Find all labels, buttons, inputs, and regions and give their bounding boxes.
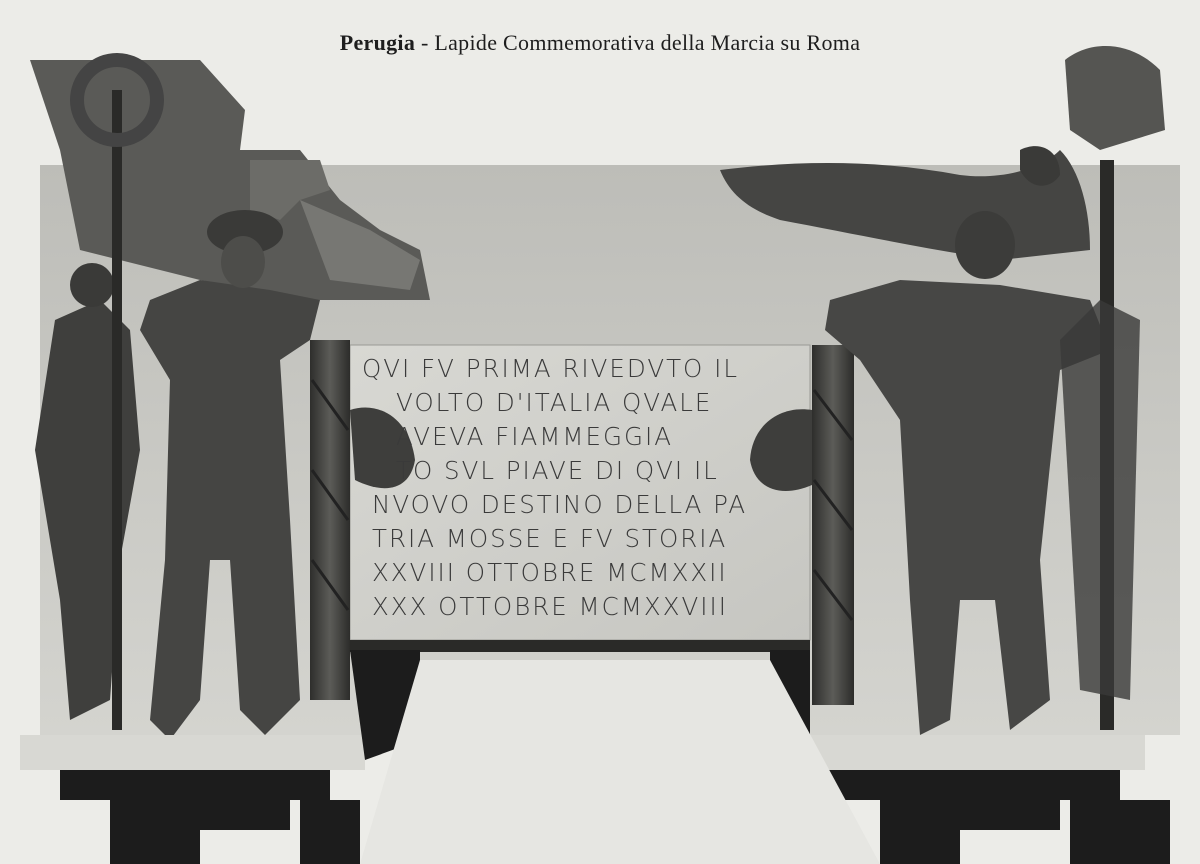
inscription-text xyxy=(362,352,802,624)
inscription-line: AVEVA FIAMMEGGIA xyxy=(396,422,673,451)
caption-separator: - xyxy=(415,30,435,55)
caption-city: Perugia xyxy=(339,30,416,55)
inscription-line: NVOVO DESTINO DELLA PA xyxy=(372,490,748,519)
inscription-line: TO SVL PIAVE DI QVI IL xyxy=(396,456,719,485)
inscription-line: XXX OTTOBRE MCMXXVIII xyxy=(372,592,728,621)
inscription-line: XXVIII OTTOBRE MCMXXII xyxy=(372,558,728,587)
caption-title: Lapide Commemorativa della Marcia su Roma xyxy=(434,30,861,55)
inscription-line: TRIA MOSSE E FV STORIA xyxy=(372,524,728,553)
inscription-line: VOLTO D'ITALIA QVALE xyxy=(396,388,713,417)
inscription-line: QVI FV PRIMA RIVEDVTO IL xyxy=(362,354,740,383)
